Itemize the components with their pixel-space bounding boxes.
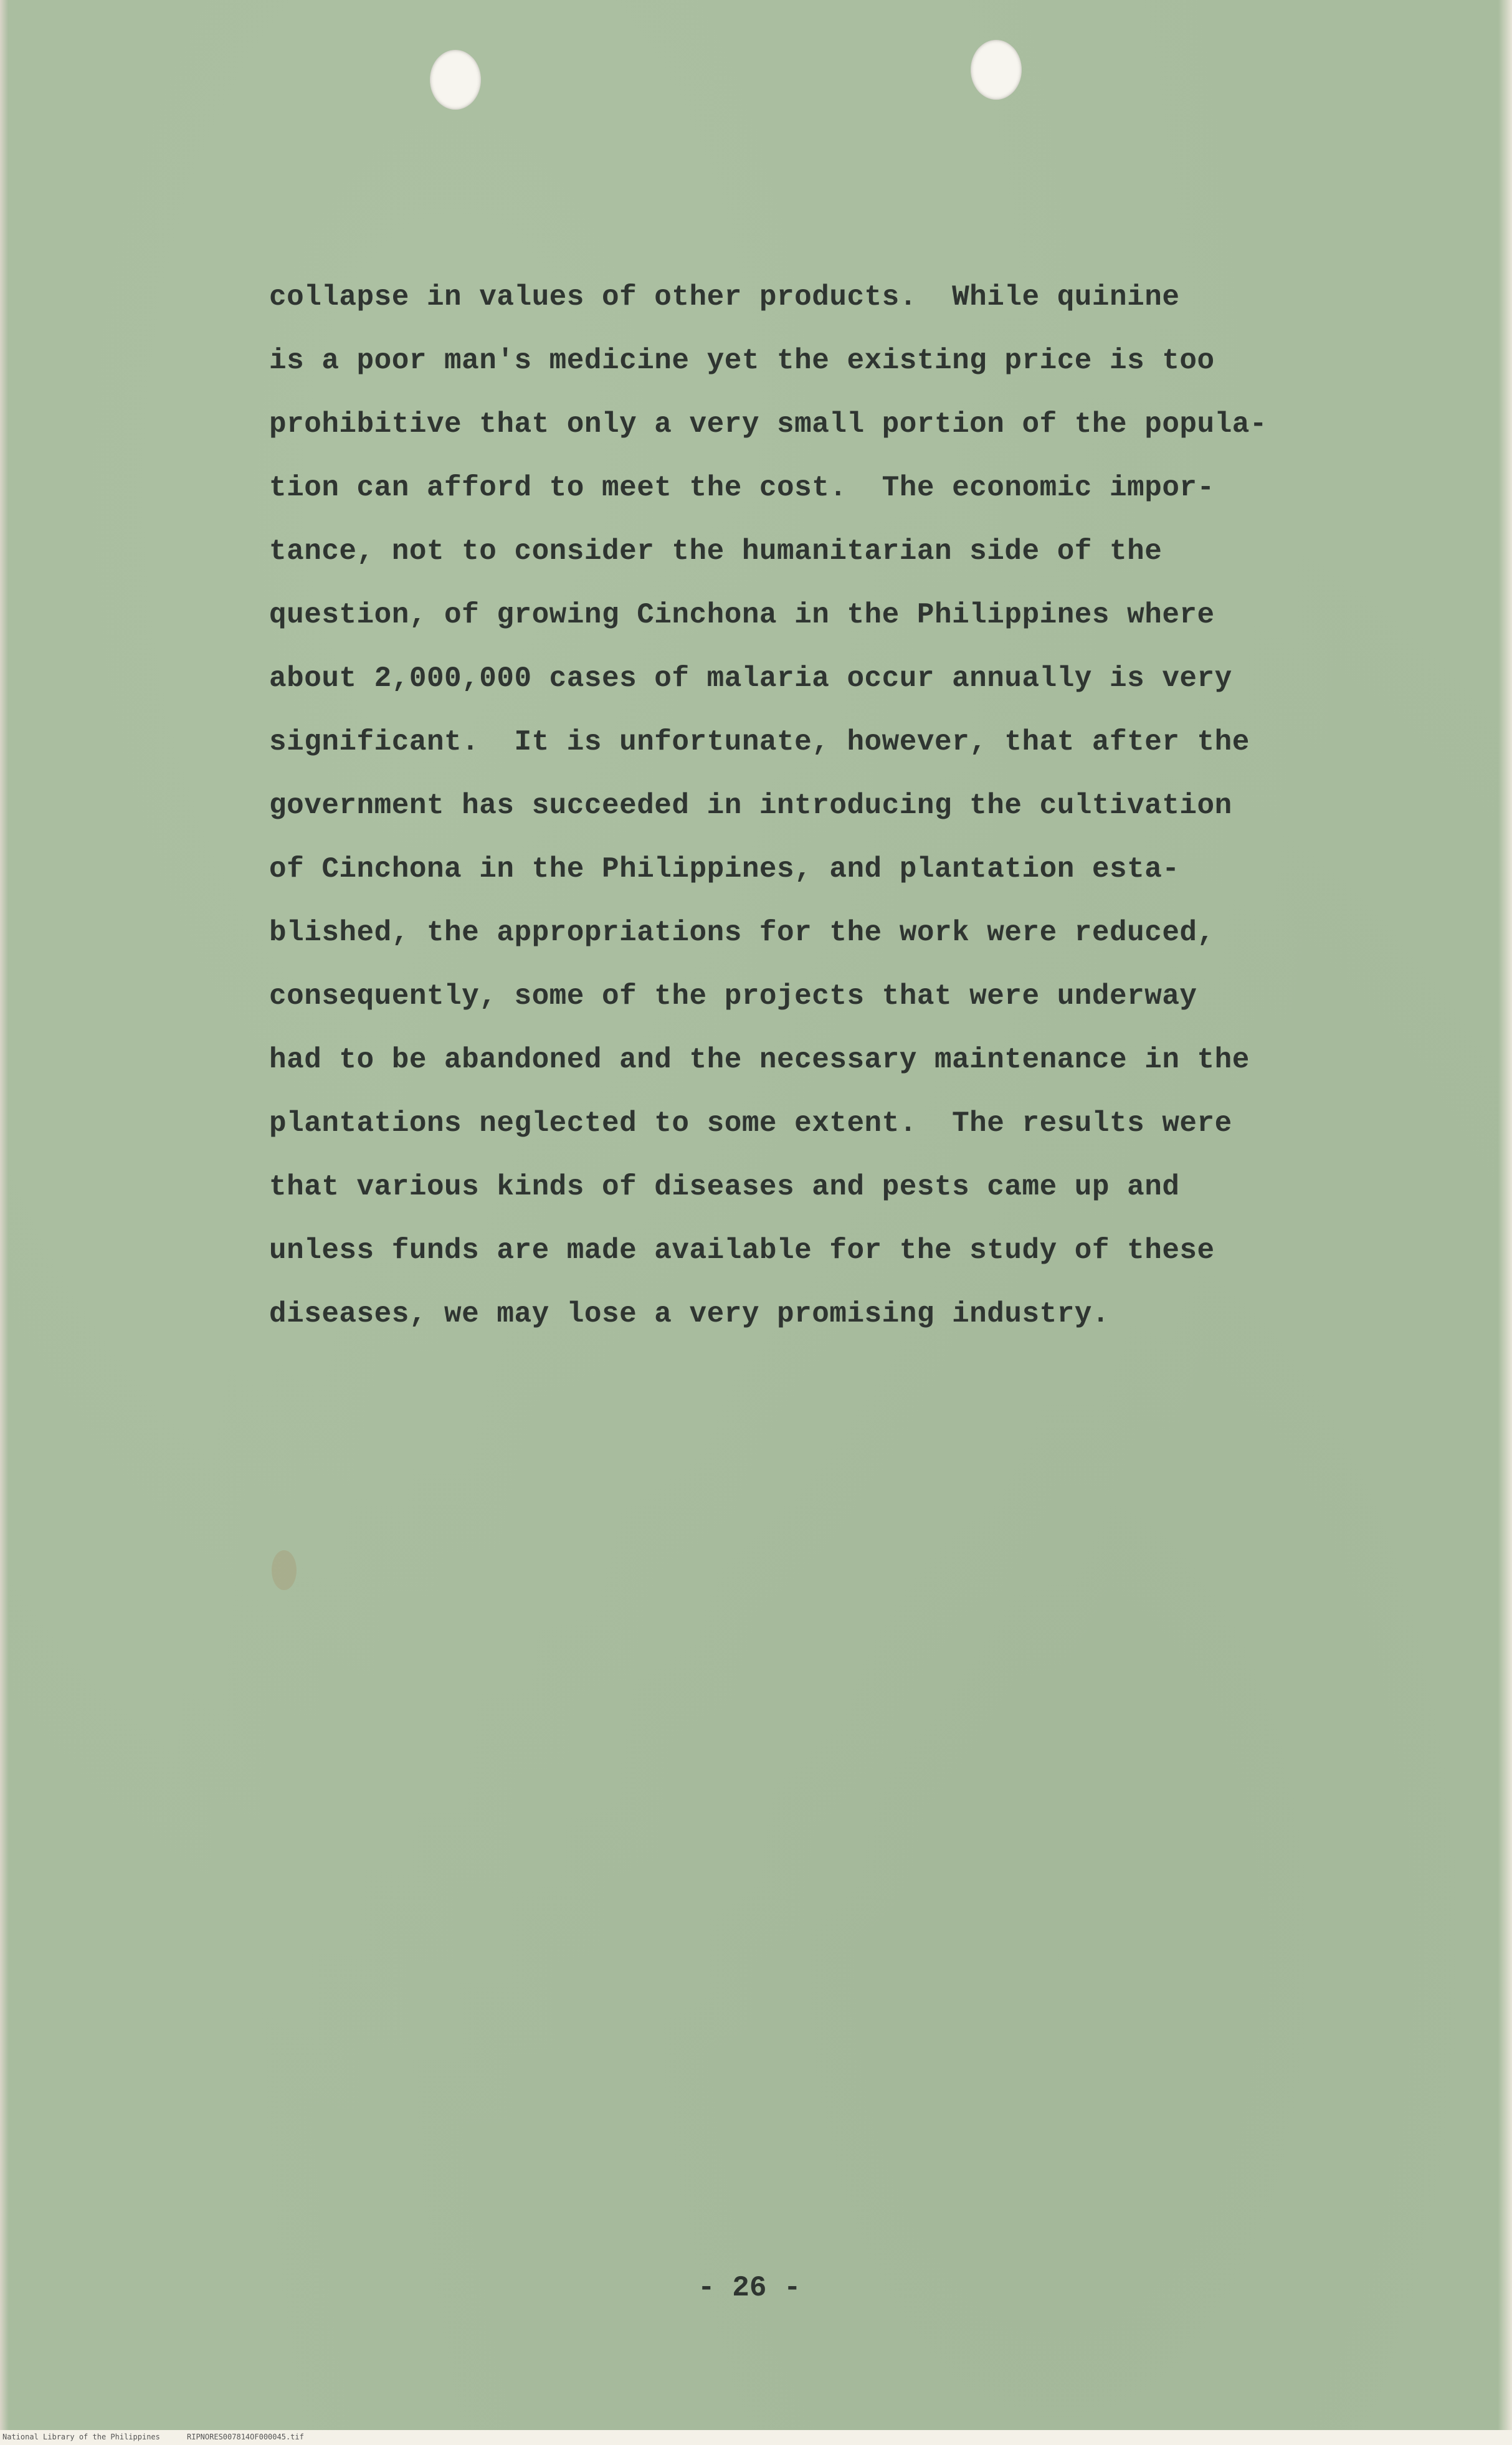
text-line: had to be abandoned and the necessary maintenance in the <box>269 1044 1250 1076</box>
text-line: is a poor man's medicine yet the existing price is too <box>269 345 1215 377</box>
punch-hole-right <box>971 40 1022 100</box>
text-line: blished, the appropriations for the work were reduced, <box>269 917 1215 949</box>
text-line: about 2,000,000 cases of malaria occur annually is very <box>269 662 1232 695</box>
footer-filename: RIPNORES007814OF000045.tif <box>187 2433 304 2441</box>
text-line: significant. It is unfortunate, however, that after the <box>269 726 1250 758</box>
paper-stain <box>272 1550 297 1590</box>
page-number: - 26 - <box>698 2272 801 2304</box>
text-line: collapse in values of other products. While quinine <box>269 281 1180 313</box>
text-line: prohibitive that only a very small portion of the popula- <box>269 408 1267 441</box>
page-edge-right <box>1498 0 1512 2445</box>
text-line: plantations neglected to some extent. The results were <box>269 1107 1232 1140</box>
text-line: government has succeeded in introducing the cultivation <box>269 789 1232 822</box>
text-line: tion can afford to meet the cost. The economic impor- <box>269 472 1215 504</box>
text-line: that various kinds of diseases and pests came up and <box>269 1171 1180 1203</box>
text-line: of Cinchona in the Philippines, and plantation esta- <box>269 853 1180 885</box>
body-text <box>269 265 1366 1346</box>
text-line: consequently, some of the projects that were underway <box>269 980 1197 1013</box>
text-line: unless funds are made available for the study of these <box>269 1234 1215 1267</box>
page-edge-left <box>0 0 9 2445</box>
text-line: question, of growing Cinchona in the Philippines where <box>269 599 1215 631</box>
punch-hole-left <box>430 50 481 110</box>
text-line: tance, not to consider the humanitarian side of the <box>269 535 1163 568</box>
footer-library: National Library of the Philippines <box>2 2433 160 2441</box>
text-line: diseases, we may lose a very promising industry. <box>269 1298 1110 1330</box>
